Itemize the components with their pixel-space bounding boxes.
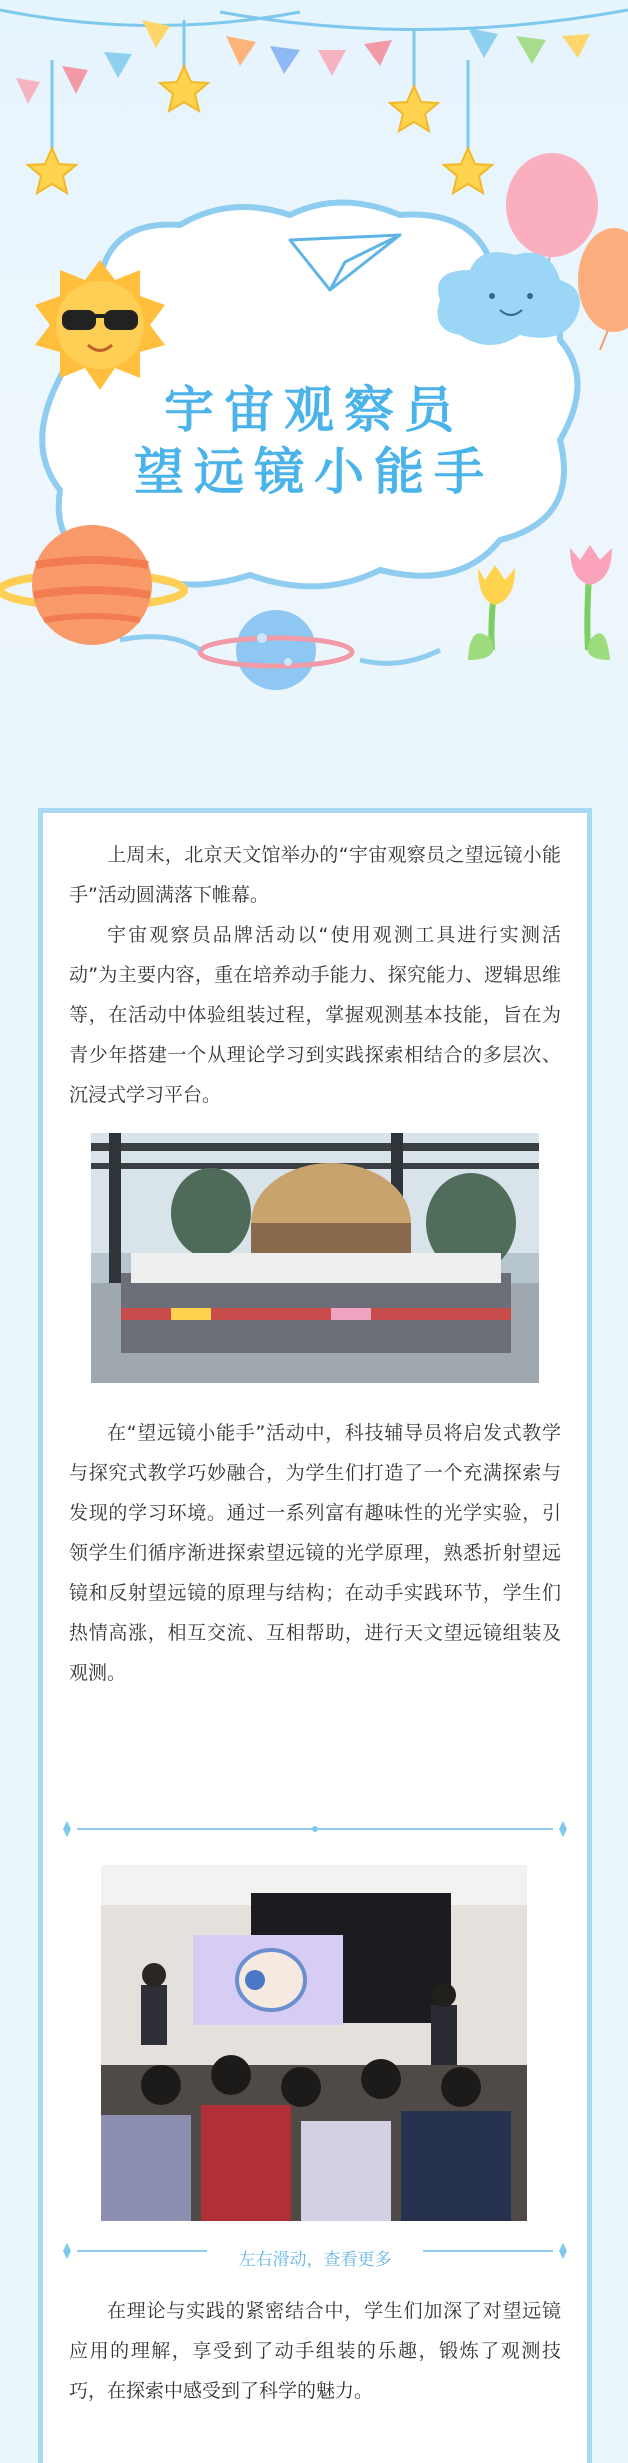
article-paragraph-2: 宇宙观察员品牌活动以“使用观测工具进行实测活动”为主要内容，重在培养动手能力、探究能力、逻辑思维等，在活动中体验组装过程，掌握观测基本技能，旨在为青少年搭建一个从理论学习到实践探索相结合的多层次、沉浸式学习平台。 xyxy=(69,924,561,1106)
hanging-stars xyxy=(28,20,492,193)
article-paragraph-1: 上周末，北京天文馆举办的“宇宙观察员之望远镜小能手”活动圆满落下帷幕。 xyxy=(69,844,561,906)
swipe-hint: 左右滑动，查看更多 xyxy=(238,2250,392,2270)
top-divider xyxy=(57,1819,573,1839)
article-paragraph-4: 在理论与实践的紧密结合中，学生们加深了对望远镜应用的理解，享受到了动手组装的乐趣，锻炼了观测技巧，在探索中感受到了科学的魅力。 xyxy=(69,2300,561,2402)
classroom-photo-image xyxy=(101,1865,527,2221)
header-banner xyxy=(0,0,628,800)
bunting-flags xyxy=(16,20,590,104)
page-title-line-1: 宇宙观察员 xyxy=(164,381,464,439)
small-planet-icon xyxy=(200,610,352,690)
article-card xyxy=(38,808,592,2463)
group-photo-image xyxy=(91,1133,539,1383)
page-title-line-2: 望远镜小能手 xyxy=(134,443,494,501)
tulip-flowers-icon xyxy=(468,545,612,660)
article-paragraph-3: 在“望远镜小能手”活动中，科技辅导员将启发式教学与探究式教学巧妙融合，为学生们打造了一个充满探索与发现的学习环境。通过一系列富有趣味性的光学实验，引领学生们循序渐进探索望远镜的光学原理，熟悉折射望远镜和反射望远镜的原理与结构；在动手实践环节，学生们热情高涨，相互交流、互相帮助，进行天文望远镜组装及观测。 xyxy=(69,1422,561,1684)
